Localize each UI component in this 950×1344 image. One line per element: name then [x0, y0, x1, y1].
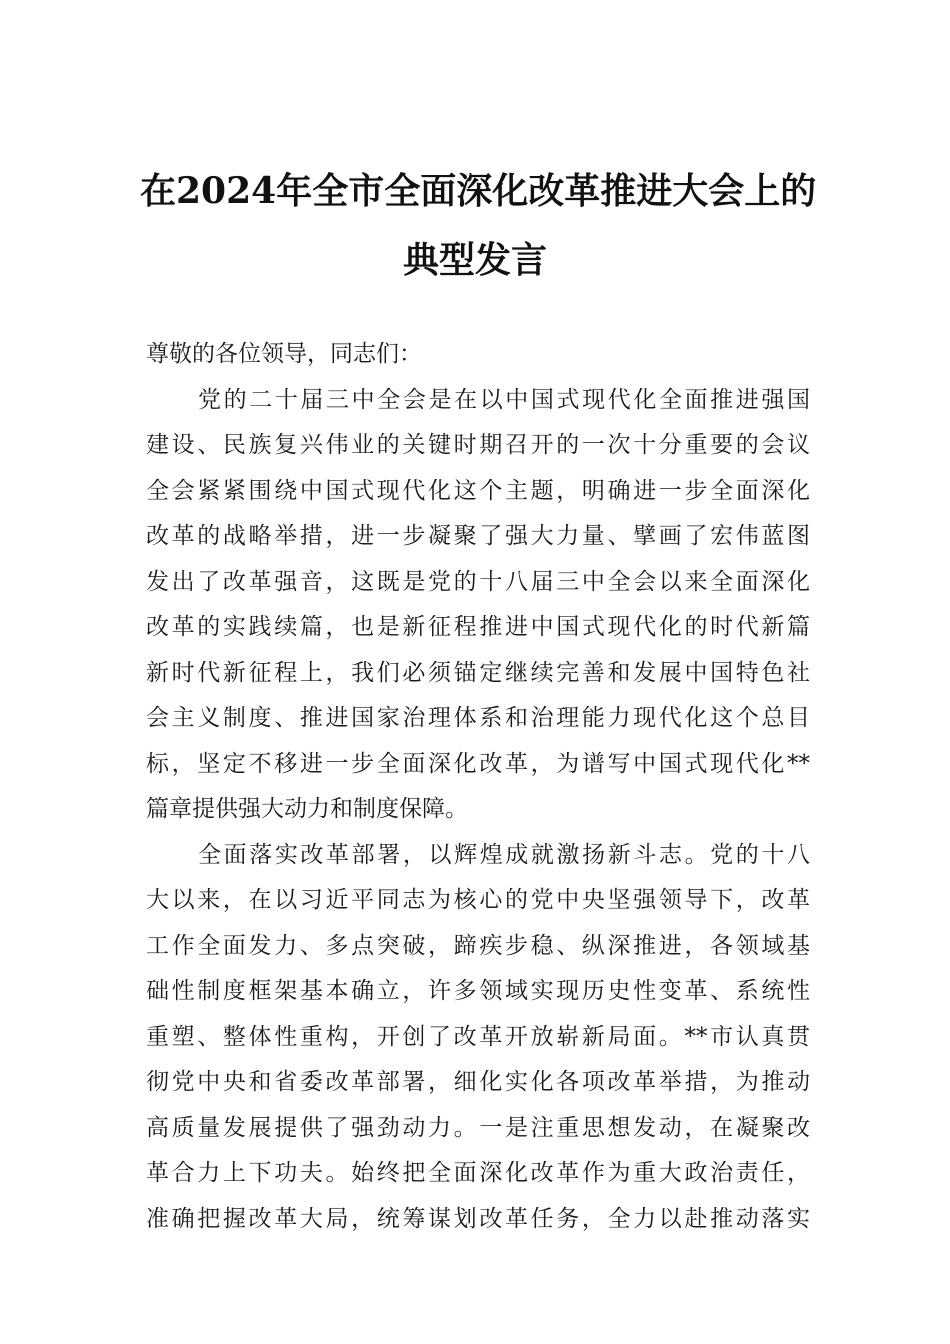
- paragraph-1-line: 建设、民族复兴伟业的关键时期召开的一次十分重要的会议: [146, 432, 810, 458]
- document-title-line-2: 典型发言: [402, 239, 547, 281]
- paragraph-2-line: 重塑、整体性重构，开创了改革开放崭新局面。**市认真贯: [146, 1023, 810, 1050]
- paragraph-1-line: 改革的实践续篇，也是新征程推进中国式现代化的时代新篇: [146, 614, 810, 640]
- paragraph-2-line: 彻党中央和省委改革部署，细化实化各项改革举措，为推动: [146, 1069, 810, 1095]
- paragraph-2-line: 全面落实改革部署，以辉煌成就激扬新斗志。党的十八: [198, 841, 810, 868]
- document-title-line-1: 在2024年全市全面深化改革推进大会上的: [140, 170, 817, 212]
- paragraph-1-line: 会主义制度、推进国家治理体系和治理能力现代化这个总目: [146, 705, 810, 731]
- paragraph-2-line: 础性制度框架基本确立，许多领域实现历史性变革、系统性: [146, 978, 810, 1004]
- paragraph-2-line: 工作全面发力、多点突破，蹄疾步稳、纵深推进，各领域基: [146, 932, 810, 959]
- salutation: 尊敬的各位领导，同志们：: [146, 341, 422, 367]
- paragraph-1-line: 全会紧紧围绕中国式现代化这个主题，明确进一步全面深化: [146, 477, 810, 504]
- paragraph-1-line: 标，坚定不移进一步全面深化改革，为谱写中国式现代化**: [146, 750, 810, 777]
- paragraph-1-line: 改革的战略举措，进一步凝聚了强大力量、擘画了宏伟蓝图: [146, 523, 810, 549]
- paragraph-2-line: 准确把握改革大局，统筹谋划改革任务，全力以赴推动落实: [146, 1205, 810, 1232]
- paragraph-1-line: 篇章提供强大动力和制度保障。: [146, 796, 468, 822]
- paragraph-1-line: 发出了改革强音，这既是党的十八届三中全会以来全面深化: [146, 568, 810, 595]
- paragraph-2-line: 革合力上下功夫。始终把全面深化改革作为重大政治责任，: [146, 1160, 810, 1186]
- document-body: [146, 332, 810, 1242]
- paragraph-2-line: 大以来，在以习近平同志为核心的党中央坚强领导下，改革: [146, 887, 810, 913]
- paragraph-2-line: 高质量发展提供了强劲动力。一是注重思想发动，在凝聚改: [146, 1114, 810, 1141]
- paragraph-1-line: 党的二十届三中全会是在以中国式现代化全面推进强国: [198, 386, 810, 413]
- paragraph-1-line: 新时代新征程上，我们必须锚定继续完善和发展中国特色社: [146, 659, 810, 686]
